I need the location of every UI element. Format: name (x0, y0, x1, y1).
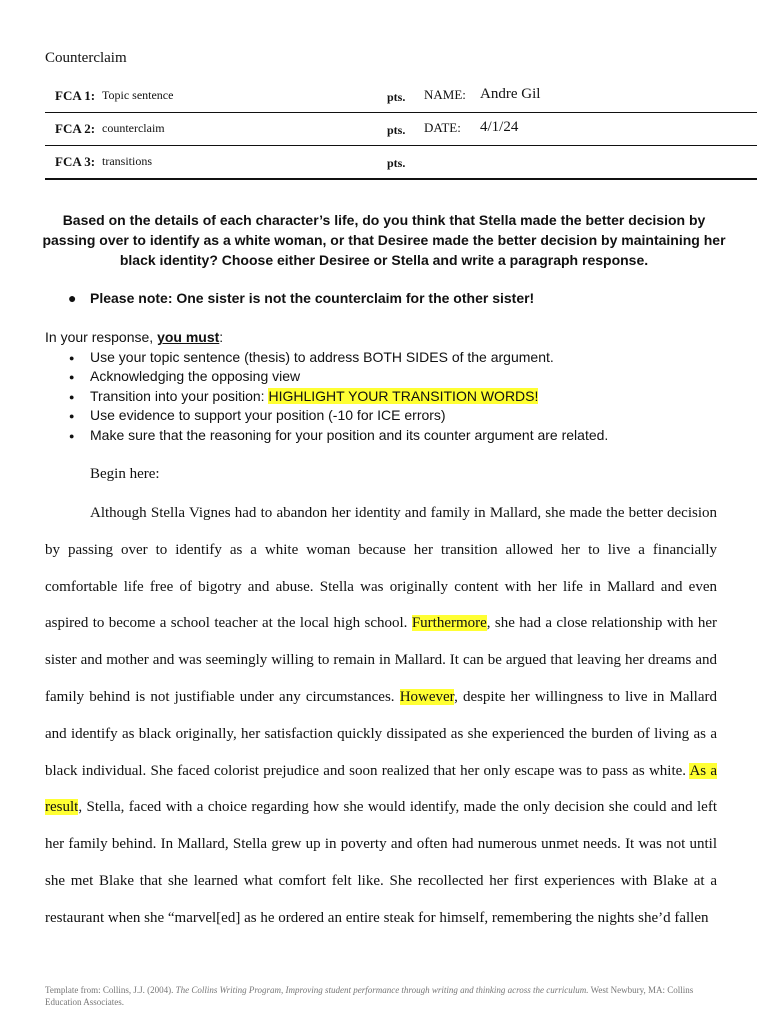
date-label: DATE: (424, 120, 461, 135)
bullet-icon: ● (68, 290, 77, 306)
fca-points: pts. (387, 90, 406, 104)
fca-points: pts. (387, 123, 406, 137)
fca-description: counterclaim (102, 121, 165, 135)
document-title: Counterclaim (45, 50, 127, 66)
note-text: Please note: One sister is not the counterclaim for the other sister! (90, 290, 535, 306)
name-value[interactable]: Andre Gil (480, 86, 541, 102)
name-label: NAME: (424, 87, 466, 102)
fca-label: FCA 3: (55, 154, 96, 169)
assignment-prompt: Based on the details of each character’s life, do you think that Stella made the better decision by passing over to identify as a white woman, or that Desiree made the better decision by maintaining her black identity? Choose either Desiree or Stella and write a paragraph response. (42, 212, 726, 268)
must-emphasis: you must (157, 329, 220, 345)
instructions (45, 328, 745, 445)
transition-word: However (399, 688, 455, 705)
fca-points: pts. (387, 156, 406, 170)
list-item: ● Acknowledging the opposing view (45, 367, 745, 387)
fca-row-3 (45, 146, 757, 178)
requirements-list (45, 348, 745, 446)
essay-body[interactable] (45, 495, 717, 937)
essay-paragraph: Although Stella Vignes had to abandon her identity and family in Mallard, she made the better decision by passing over to identify as a white woman because her transition allowed her to live a financially comfortable life free of bigotry and abuse. Stella was originally content with her life in Mallard and even aspired to become a school teacher at the local high school. Furthermore, she had a close relationship with her sister and mother and was seemingly willing to remain in Mallard. It can be argued that leaving her dreams and family behind is not justifiable under any circumstances. However, despite her willingness to live in Mallard and identify as black originally, her satisfaction quickly dissipated as she experienced the burden of living as a black individual. She faced colorist prejudice and soon realized that her only escape was to pass as white. As a result, Stella, faced with a choice regarding how she would identify, made the only decision she could and left her family behind. In Mallard, Stella grew up in poverty and often had numerous unmet needs. It was not until she met Blake that she learned what comfort felt like. She recollected her first experiences with Blake at a restaurant when she “marvel[ed] as he ordered an entire steak for himself, remembering the nights she’d fallen (45, 505, 718, 926)
begin-here-label: Begin here: (90, 466, 160, 482)
note-bullet (68, 290, 534, 306)
date-value[interactable]: 4/1/24 (480, 119, 519, 135)
fca-description: transitions (102, 154, 152, 168)
list-item: ● Use your topic sentence (thesis) to address BOTH SIDES of the argument. (45, 348, 745, 368)
transition-word: Furthermore (411, 615, 487, 632)
book-title: The Collins Writing Program, Improving student performance through writing and thinking across the curriculum. (175, 985, 589, 995)
template-citation-footer: Template from: Collins, J.J. (2004). The Collins Writing Program, Improving student performance through writing and thinking across the curriculum. West Newbury, MA: Collins Education Associates. (45, 985, 694, 1007)
fca-label: FCA 1: (55, 88, 96, 103)
list-item: ● Use evidence to support your position (-10 for ICE errors) (45, 406, 745, 426)
fca-row-2 (45, 113, 757, 146)
highlight-instruction: HIGHLIGHT YOUR TRANSITION WORDS! (268, 387, 539, 404)
transition-word: As a result (45, 762, 718, 816)
instructions-intro: In your response, you must: (45, 329, 224, 345)
fca-label: FCA 2: (55, 121, 96, 136)
list-item: ● Transition into your position: HIGHLIGHT YOUR TRANSITION WORDS! (45, 387, 745, 407)
fca-score-table (45, 80, 757, 180)
list-item: ● Make sure that the reasoning for your position and its counter argument are related. (45, 426, 745, 446)
fca-description: Topic sentence (102, 88, 174, 102)
fca-row-1 (45, 80, 757, 113)
